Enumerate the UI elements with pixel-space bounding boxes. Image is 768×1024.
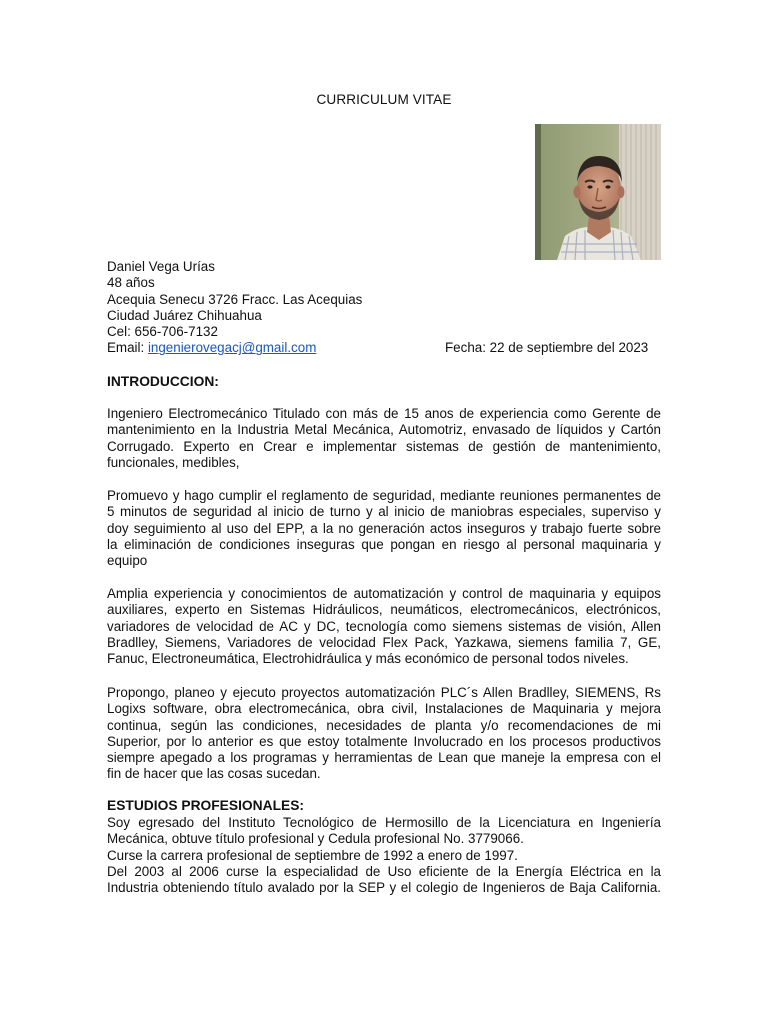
paragraph-line: Bradlley, Siemens, Variadores de velocidad Flex Pack, Yazkawa, siemens familia 7, GE,: [107, 634, 661, 650]
paragraph-line: Fanuc, Electroneumática, Electrohidráulica y más económico de personal todos niveles.: [107, 651, 629, 667]
intro-paragraph-4: [107, 685, 661, 783]
paragraph-line: Del 2003 al 2006 curse la especialidad de Uso eficiente de la Energía Eléctrica en la: [107, 863, 661, 879]
profile-photo-image: [535, 124, 661, 260]
intro-paragraph-2: [107, 488, 661, 569]
contact-phone: Cel: 656-706-7132: [107, 324, 218, 340]
document-date: Fecha: 22 de septiembre del 2023: [445, 340, 649, 356]
paragraph-line: fin de hacer que las cosas sucedan.: [107, 766, 321, 782]
studies-heading: ESTUDIOS PROFESIONALES:: [107, 798, 305, 813]
paragraph-line: auxiliares, experto en Sistemas Hidráulicos, neumáticos, electromecánicos, electrónicos,: [107, 602, 661, 618]
introduction-heading: INTRODUCCION:: [107, 374, 219, 389]
paragraph-line: mantenimiento en la Industria Metal Mecánica, Automotriz, envasado de líquidos y Cartón: [107, 422, 661, 438]
paragraph-line: funcionales, medibles,: [107, 454, 240, 470]
paragraph-line: Superior, por lo anterior es que estoy totalmente Involucrado en los procesos productivos: [107, 733, 661, 749]
email-label: Email:: [107, 340, 148, 356]
paragraph-line: variadores de velocidad de AC y DC, tecnología como siemens sistemas de visión, Allen: [107, 618, 661, 634]
paragraph-line: Mecánica, obtuve título profesional y Cedula profesional No. 3779066.: [107, 831, 524, 847]
email-link[interactable]: ingenierovegacj@gmail.com: [147, 340, 317, 356]
paragraph-line: Corrugado. Experto en Crear e implementar sistemas de gestión de mantenimiento,: [107, 438, 661, 454]
paragraph-line: equipo: [107, 553, 148, 569]
intro-paragraph-3: [107, 586, 661, 667]
studies-paragraph: [107, 815, 661, 896]
contact-address: Acequia Senecu 3726 Fracc. Las Acequias: [107, 291, 363, 307]
paragraph-line: Promuevo y hago cumplir el reglamento de seguridad, mediante reuniones permanentes de: [107, 488, 661, 503]
contact-name: Daniel Vega Urías: [107, 259, 215, 274]
contact-email-row: [107, 340, 667, 356]
profile-photo: [535, 124, 661, 260]
paragraph-line: siempre apegado a los programas y herramientas de Lean que maneje la empresa con el: [107, 750, 661, 766]
paragraph-line: continua, según las condiciones, necesidades de planta y/o recomendaciones de mi: [107, 717, 661, 733]
paragraph-line: Industria obteniendo título avalado por la SEP y el colegio de Ingenieros de Baja California.: [107, 880, 661, 896]
paragraph-line: Propongo, planeo y ejecuto proyectos automatización PLC´s Allen Bradlley, SIEMENS, Rs: [107, 685, 661, 700]
paragraph-line: Ingeniero Electromecánico Titulado con más de 15 anos de experiencia como Gerente de: [107, 406, 661, 421]
paragraph-line: Amplia experiencia y conocimientos de automatización y control de maquinaria y equipos: [107, 586, 661, 601]
intro-paragraph-1: [107, 406, 661, 471]
contact-city: Ciudad Juárez Chihuahua: [107, 307, 262, 323]
paragraph-line: Logixs software, obra electromecánica, obra civil, Instalaciones de Maquinaria y mejora: [107, 701, 661, 717]
paragraph-line: Soy egresado del Instituto Tecnológico de Hermosillo de la Licenciatura en Ingeniería: [107, 815, 661, 830]
paragraph-line: doy seguimiento al uso del EPP, a la no generación actos inseguros y trabajo fuerte sobre: [107, 520, 661, 536]
contact-age: 48 años: [107, 275, 155, 291]
document-title: CURRICULUM VITAE: [316, 92, 452, 107]
paragraph-line: Curse la carrera profesional de septiembre de 1992 a enero de 1997.: [107, 847, 518, 863]
contact-block: [107, 259, 667, 357]
paragraph-line: 5 minutos de seguridad al inicio de turno y al inicio de maniobras especiales, superviso y: [107, 504, 661, 520]
paragraph-line: la eliminación de condiciones inseguras que pongan en riesgo al personal maquinaria y: [107, 536, 661, 552]
